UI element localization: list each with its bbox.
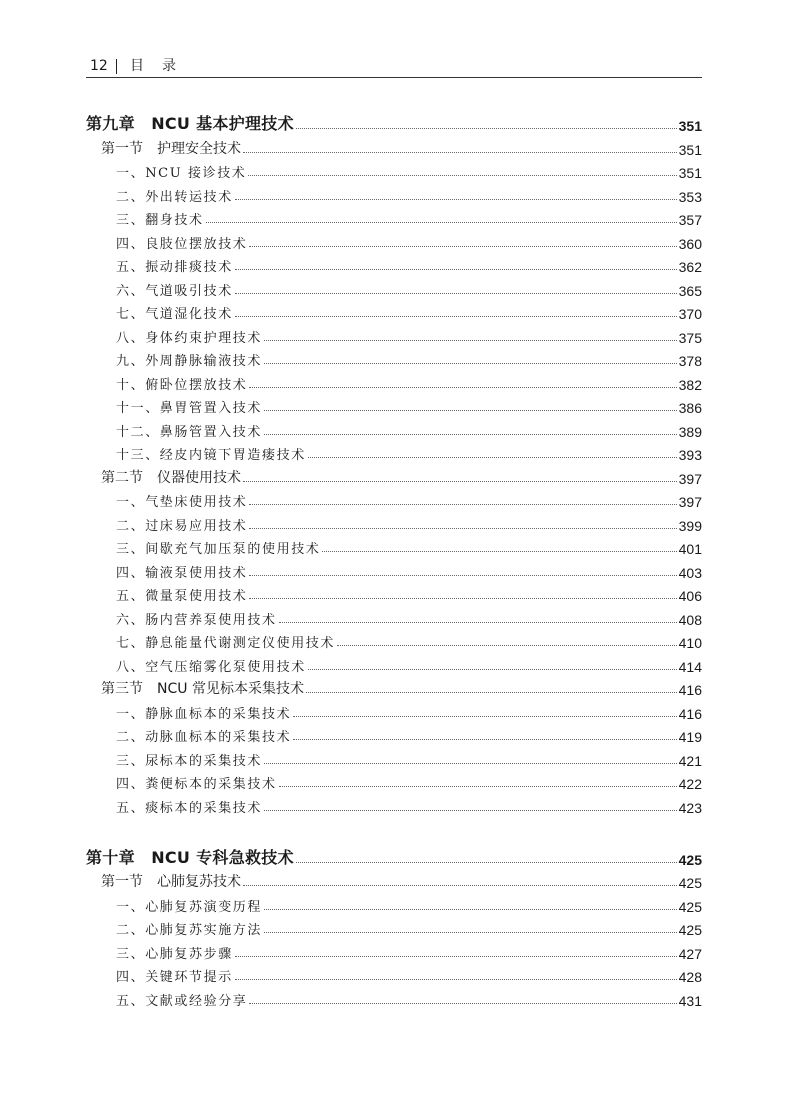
- toc-page-number: 397: [678, 470, 702, 487]
- toc-page-number: 416: [678, 682, 702, 698]
- dot-leader: [249, 386, 676, 388]
- toc-page-number: 370: [678, 306, 702, 322]
- toc-item-entry[interactable]: [86, 651, 702, 675]
- dot-leader: [249, 527, 676, 529]
- toc-section-title: 第三节 NCU 常见标本采集技术: [101, 681, 304, 697]
- toc-item-entry[interactable]: [86, 698, 702, 722]
- toc-page-number: 351: [678, 141, 702, 158]
- dot-leader: [249, 245, 676, 247]
- toc-item-title: 十一、鼻胃管置入技术: [116, 401, 263, 416]
- toc-item-title: 一、气垫床使用技术: [116, 495, 248, 510]
- toc-item-entry[interactable]: [86, 416, 702, 440]
- toc-item-entry[interactable]: [86, 962, 702, 986]
- toc-item-entry[interactable]: [86, 891, 702, 915]
- toc-chapter-title: 第九章 NCU 基本护理技术: [86, 114, 294, 133]
- toc-item-entry[interactable]: [86, 557, 702, 581]
- toc-item-title: 六、肠内营养泵使用技术: [116, 612, 277, 628]
- toc-item-title: 三、尿标本的采集技术: [116, 753, 263, 769]
- toc-item-entry[interactable]: [86, 275, 702, 299]
- dot-leader: [206, 221, 677, 223]
- toc-page-number: 431: [678, 992, 702, 1009]
- toc-page-number: 357: [678, 212, 702, 228]
- dot-leader: [235, 198, 677, 200]
- toc-item-title: 一、NCU 接诊技术: [116, 166, 247, 181]
- toc-page-number: 393: [678, 447, 702, 463]
- toc-item-title: 六、气道吸引技术: [116, 283, 233, 299]
- toc-item-entry[interactable]: [86, 938, 702, 962]
- header-divider: [116, 59, 117, 74]
- dot-leader: [248, 174, 676, 176]
- toc-page-number: 410: [678, 635, 702, 651]
- toc-item-title: 二、动脉血标本的采集技术: [116, 730, 292, 745]
- toc-section-title: 第一节 心肺复苏技术: [101, 874, 241, 890]
- toc-page-number: 397: [678, 494, 702, 510]
- toc-item-entry[interactable]: [86, 604, 702, 628]
- toc-page-number: 351: [678, 118, 702, 134]
- toc-item-title: 二、过床易应用技术: [116, 518, 248, 534]
- running-header: [86, 57, 702, 78]
- toc-page-number: 428: [678, 969, 702, 985]
- toc-item-entry[interactable]: [86, 510, 702, 534]
- dot-leader: [296, 127, 677, 129]
- dot-leader: [308, 668, 677, 670]
- toc-item-title: 四、关键环节提示: [116, 970, 233, 985]
- toc-page-number: 403: [678, 564, 702, 581]
- dot-leader: [337, 644, 677, 646]
- toc-item-title: 十、俯卧位摆放技术: [116, 377, 248, 393]
- dot-leader: [235, 315, 677, 317]
- dot-leader: [308, 456, 677, 458]
- toc-page-number: 389: [678, 423, 702, 440]
- toc-section-title: 第一节 护理安全技术: [101, 140, 241, 157]
- toc-section-entry[interactable]: [86, 134, 702, 158]
- toc-chapter-entry[interactable]: [86, 98, 702, 134]
- toc-item-title: 三、翻身技术: [116, 213, 204, 228]
- toc-page-number: 362: [678, 259, 702, 275]
- toc-item-entry[interactable]: [86, 792, 702, 816]
- toc-item-entry[interactable]: [86, 745, 702, 769]
- toc-page-number: 414: [678, 658, 702, 675]
- toc-item-entry[interactable]: [86, 299, 702, 323]
- toc-page-number: 425: [678, 922, 702, 938]
- dot-leader: [249, 1002, 676, 1004]
- toc-item-entry[interactable]: [86, 440, 702, 464]
- toc-section-title: 第二节 仪器使用技术: [101, 469, 241, 486]
- toc-item-entry[interactable]: [86, 393, 702, 417]
- toc-item-entry[interactable]: [86, 581, 702, 605]
- toc-page-number: 422: [678, 776, 702, 792]
- toc-item-title: 五、文献或经验分享: [116, 993, 248, 1009]
- dot-leader: [264, 409, 677, 411]
- toc-section-entry[interactable]: [86, 463, 702, 487]
- toc-item-entry[interactable]: [86, 322, 702, 346]
- toc-section-entry[interactable]: [86, 675, 702, 699]
- toc-item-title: 五、振动排痰技术: [116, 260, 233, 275]
- toc-item-entry[interactable]: [86, 158, 702, 182]
- toc-item-entry[interactable]: [86, 915, 702, 939]
- toc-item-entry[interactable]: [86, 628, 702, 652]
- toc-item-entry[interactable]: [86, 228, 702, 252]
- toc-item-title: 十三、经皮内镜下胃造瘘技术: [116, 448, 306, 463]
- toc-section-entry[interactable]: [86, 868, 702, 892]
- toc-page-number: 408: [678, 611, 702, 628]
- table-of-contents: [86, 98, 702, 1009]
- dot-leader: [296, 861, 677, 863]
- toc-item-title: 四、粪便标本的采集技术: [116, 777, 277, 792]
- toc-item-entry[interactable]: [86, 181, 702, 205]
- toc-page-number: 365: [678, 282, 702, 299]
- toc-page-number: 360: [678, 235, 702, 252]
- toc-item-title: 四、输液泵使用技术: [116, 565, 248, 581]
- toc-item-entry[interactable]: [86, 205, 702, 229]
- dot-leader: [264, 931, 677, 933]
- toc-item-title: 十二、鼻肠管置入技术: [116, 424, 263, 440]
- toc-item-title: 二、心肺复苏实施方法: [116, 923, 263, 938]
- dot-leader: [249, 503, 676, 505]
- toc-item-entry[interactable]: [86, 769, 702, 793]
- toc-page-number: 427: [678, 945, 702, 962]
- header-title: 目录: [130, 58, 194, 74]
- dot-leader: [293, 738, 676, 740]
- dot-leader: [235, 292, 677, 294]
- toc-item-title: 八、身体约束护理技术: [116, 330, 263, 346]
- dot-leader: [279, 785, 677, 787]
- toc-chapter-entry[interactable]: [86, 832, 702, 868]
- dot-leader: [249, 597, 676, 599]
- dot-leader: [264, 339, 677, 341]
- toc-item-entry[interactable]: [86, 985, 702, 1009]
- dot-leader: [235, 955, 677, 957]
- toc-item-title: 五、微量泵使用技术: [116, 589, 248, 604]
- toc-page-number: 425: [678, 851, 702, 868]
- toc-item-title: 四、良肢位摆放技术: [116, 236, 248, 252]
- toc-page-number: 353: [678, 188, 702, 205]
- toc-item-entry[interactable]: [86, 252, 702, 276]
- toc-page-number: 423: [678, 799, 702, 816]
- toc-page-number: 386: [678, 400, 702, 416]
- toc-chapter-title: 第十章 NCU 专科急救技术: [86, 847, 294, 867]
- dot-leader: [322, 550, 676, 552]
- toc-page-number: 382: [678, 376, 702, 393]
- toc-page-number: 378: [678, 353, 702, 369]
- toc-item-entry[interactable]: [86, 534, 702, 558]
- toc-item-entry[interactable]: [86, 346, 702, 370]
- chapter-gap: [86, 816, 702, 832]
- toc-page-number: 406: [678, 588, 702, 604]
- toc-page-number: 351: [678, 165, 702, 181]
- dot-leader: [264, 362, 677, 364]
- toc-item-title: 五、痰标本的采集技术: [116, 800, 263, 816]
- toc-page-number: 425: [678, 875, 702, 891]
- page-number: 12: [90, 58, 108, 74]
- dot-leader: [264, 762, 677, 764]
- toc-item-title: 三、心肺复苏步骤: [116, 946, 233, 962]
- dot-leader: [243, 151, 677, 153]
- dot-leader: [293, 715, 676, 717]
- dot-leader: [279, 621, 677, 623]
- dot-leader: [306, 691, 677, 693]
- dot-leader: [235, 978, 677, 980]
- toc-page-number: 425: [678, 898, 702, 915]
- toc-item-title: 七、气道湿化技术: [116, 307, 233, 322]
- toc-item-entry[interactable]: [86, 487, 702, 511]
- toc-item-title: 二、外出转运技术: [116, 189, 233, 205]
- toc-item-title: 九、外周静脉输液技术: [116, 354, 263, 369]
- toc-item-title: 一、心肺复苏演变历程: [116, 899, 263, 915]
- toc-item-entry[interactable]: [86, 722, 702, 746]
- toc-item-entry[interactable]: [86, 369, 702, 393]
- toc-page-number: 419: [678, 729, 702, 745]
- dot-leader: [264, 809, 677, 811]
- toc-item-title: 八、空气压缩雾化泵使用技术: [116, 659, 306, 675]
- toc-item-title: 七、静息能量代谢测定仪使用技术: [116, 636, 336, 651]
- dot-leader: [264, 433, 677, 435]
- toc-page-number: 399: [678, 517, 702, 534]
- toc-page-number: 416: [678, 705, 702, 722]
- dot-leader: [243, 884, 677, 886]
- dot-leader: [264, 908, 677, 910]
- toc-page-number: 401: [678, 541, 702, 557]
- dot-leader: [249, 574, 676, 576]
- toc-page-number: 421: [678, 752, 702, 769]
- dot-leader: [235, 268, 677, 270]
- dot-leader: [243, 480, 677, 482]
- toc-page-number: 375: [678, 329, 702, 346]
- toc-item-title: 一、静脉血标本的采集技术: [116, 706, 292, 722]
- toc-item-title: 三、间歇充气加压泵的使用技术: [116, 542, 321, 557]
